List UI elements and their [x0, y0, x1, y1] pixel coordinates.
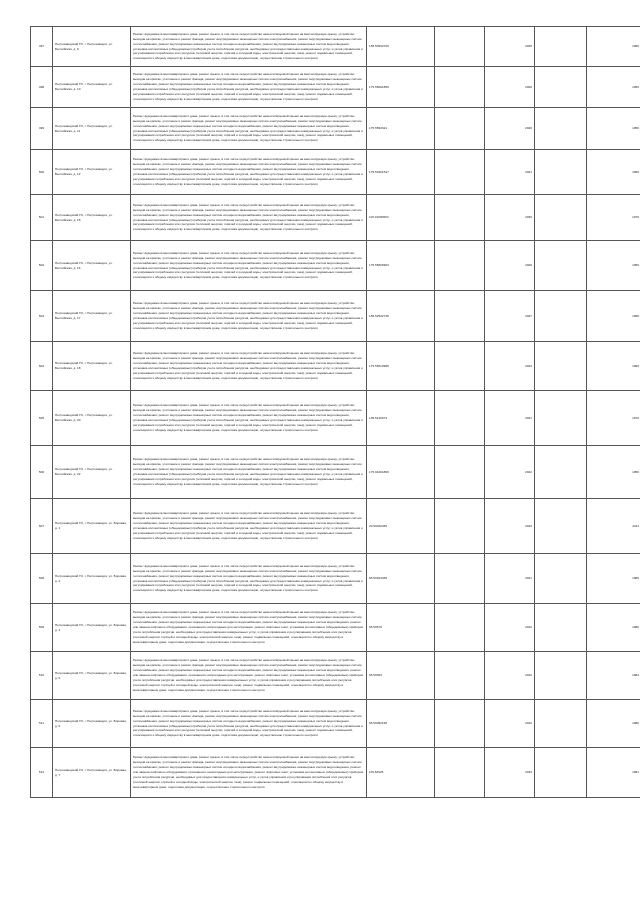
empty-cell — [435, 604, 485, 652]
total-area: 95.50303 — [367, 652, 435, 700]
empty-cell — [435, 499, 485, 554]
repair-year: 2020 — [485, 108, 535, 150]
repair-year: 2027 — [485, 291, 535, 342]
house-address: Петрозаводский ГО, г. Петрозаводск, ул. Балтийская, д. 16 — [53, 241, 131, 291]
total-area: 175.55601856 — [367, 67, 435, 108]
empty-cell — [435, 27, 485, 67]
empty-cell — [535, 499, 587, 554]
total-area: 175.55510985 — [367, 342, 435, 391]
empty-cell — [435, 67, 485, 108]
empty-cell — [435, 554, 485, 604]
build-year: 1970 — [587, 391, 640, 446]
table-row — [31, 241, 640, 291]
house-address: Петрозаводский ГО, г. Петрозаводск, ул. Балтийская, д. 10 — [53, 67, 131, 108]
table-row — [31, 342, 640, 391]
house-address: Петрозаводский ГО, г. Петрозаводск, ул. Боровая, д. 3 — [53, 604, 131, 652]
empty-cell — [535, 108, 587, 150]
repair-year: 2034 — [485, 748, 535, 798]
empty-cell — [435, 342, 485, 391]
house-address: Петрозаводский ГО, г. Петрозаводск, ул. Балтийская, д. 12 — [53, 150, 131, 195]
capital-repair-table — [30, 26, 640, 798]
build-year: 1956 — [587, 108, 640, 150]
total-area: 155.52532736 — [367, 291, 435, 342]
repair-year: 2043 — [485, 499, 535, 554]
table-row — [31, 499, 640, 554]
empty-cell — [535, 604, 587, 652]
row-number: 505 — [31, 391, 53, 446]
repair-works: Ремонт фундамента многоквартирного дома, ремонт крыши, в том числе переустройство невентилируемой крыши на вентилируемую крышу, устройство выходов на кровлю, утепление и ремонт фасада, ремонт внутридомовых инженерных систем электроснабжения, ремонт внутридомовых инженерных систем теплоснабжения, ремонт внутридомовых инженерных систем холодного водоснабжения, ремонт внутридомовых инженерных систем водоотведения, ремонт или замена лифтового оборудования, признанного непригодным для эксплуатации, ремонт лифтовых шахт, установка коллективных (общедомовых) приборов учета потребления ресурсов, необходимых для предоставления коммунальных услуг, и узлов управления и регулирования потребления этих ресурсов (тепловой энергии, горячей и холодной воды, электрической энергии, газа), ремонт подвальных помещений, относящихся к общему имуществу в многоквартирном доме, подготовка документации, осуществление строительного контроля — [131, 748, 367, 798]
row-number: 511 — [31, 700, 53, 748]
row-number: 508 — [31, 554, 53, 604]
table-row — [31, 700, 640, 748]
empty-cell — [535, 150, 587, 195]
total-area: 175.54901547 — [367, 150, 435, 195]
row-number: 501 — [31, 195, 53, 241]
build-year: 1984 — [587, 652, 640, 700]
table-row — [31, 27, 640, 67]
house-address: Петрозаводский ГО, г. Петрозаводск, ул. Боровая, д. 7 — [53, 748, 131, 798]
table-row — [31, 554, 640, 604]
row-number: 504 — [31, 342, 53, 391]
total-area: 95.50464365 — [367, 554, 435, 604]
empty-cell — [435, 391, 485, 446]
total-area: 115.52025 — [367, 748, 435, 798]
repair-works: Ремонт фундамента многоквартирного дома, ремонт крыши, в том числе переустройство невентилируемой крыши на вентилируемую крышу, устройство выходов на кровлю, утепление и ремонт фасада, ремонт внутридомовых инженерных систем электроснабжения, ремонт внутридомовых инженерных систем теплоснабжения, ремонт внутридомовых инженерных систем холодного водоснабжения, ремонт внутридомовых инженерных систем водоотведения, установка коллективных (общедомовых) приборов учета потребления ресурсов, необходимых для предоставления коммунальных услуг, и узлов управления и регулирования потребления этих ресурсов (тепловой энергии, горячей и холодной воды, электрической энергии, газа), ремонт подвальных помещений, относящихся к общему имуществу в многоквартирном доме, подготовка документации, осуществление строительного контроля — [131, 27, 367, 67]
table-row — [31, 291, 640, 342]
total-area: 20.50042465 — [367, 499, 435, 554]
house-address: Петрозаводский ГО, г. Петрозаводск, ул. Балтийская, д. 22 — [53, 446, 131, 499]
repair-works: Ремонт фундамента многоквартирного дома, ремонт крыши, в том числе переустройство невентилируемой крыши на вентилируемую крышу, устройство выходов на кровлю, утепление и ремонт фасада, ремонт внутридомовых инженерных систем электроснабжения, ремонт внутридомовых инженерных систем теплоснабжения, ремонт внутридомовых инженерных систем холодного водоснабжения, ремонт внутридомовых инженерных систем водоотведения, установка коллективных (общедомовых) приборов учета потребления ресурсов, необходимых для предоставления коммунальных услуг, и узлов управления и регулирования потребления этих ресурсов (тепловой энергии, горячей и холодной воды, электрической энергии, газа), ремонт подвальных помещений, относящихся к общему имуществу в многоквартирном доме, подготовка документации, осуществление строительного контроля — [131, 700, 367, 748]
total-area: 115.01690563 — [367, 195, 435, 241]
empty-cell — [535, 700, 587, 748]
house-address: Петрозаводский ГО, г. Петрозаводск, ул. Балтийская, д. 9 — [53, 27, 131, 67]
empty-cell — [535, 67, 587, 108]
repair-works: Ремонт фундамента многоквартирного дома, ремонт крыши, в том числе переустройство невентилируемой крыши на вентилируемую крышу, устройство выходов на кровлю, утепление и ремонт фасада, ремонт внутридомовых инженерных систем электроснабжения, ремонт внутридомовых инженерных систем теплоснабжения, ремонт внутридомовых инженерных систем холодного водоснабжения, ремонт внутридомовых инженерных систем водоотведения, установка коллективных (общедомовых) приборов учета потребления ресурсов, необходимых для предоставления коммунальных услуг, и узлов управления и регулирования потребления этих ресурсов (тепловой энергии, горячей и холодной воды, электрической энергии, газа), ремонт подвальных помещений, относящихся к общему имуществу в многоквартирном доме, подготовка документации, осуществление строительного контроля — [131, 108, 367, 150]
house-address: Петрозаводский ГО, г. Петрозаводск, ул. Балтийская, д. 17 — [53, 291, 131, 342]
empty-cell — [435, 748, 485, 798]
repair-year: 2023 — [485, 342, 535, 391]
build-year: 1985 — [587, 554, 640, 604]
repair-works: Ремонт фундамента многоквартирного дома, ремонт крыши, в том числе переустройство невентилируемой крыши на вентилируемую крышу, устройство выходов на кровлю, утепление и ремонт фасада, ремонт внутридомовых инженерных систем электроснабжения, ремонт внутридомовых инженерных систем теплоснабжения, ремонт внутридомовых инженерных систем холодного водоснабжения, ремонт внутридомовых инженерных систем водоотведения, установка коллективных (общедомовых) приборов учета потребления ресурсов, необходимых для предоставления коммунальных услуг, и узлов управления и регулирования потребления этих ресурсов (тепловой энергии, горячей и холодной воды, электрической энергии, газа), ремонт подвальных помещений, относящихся к общему имуществу в многоквартирном доме, подготовка документации, осуществление строительного контроля — [131, 554, 367, 604]
empty-cell — [435, 446, 485, 499]
empty-cell — [435, 700, 485, 748]
repair-year: 2031 — [485, 391, 535, 446]
repair-year: 2020 — [485, 241, 535, 291]
empty-cell — [535, 27, 587, 67]
repair-works: Ремонт фундамента многоквартирного дома, ремонт крыши, в том числе переустройство невентилируемой крыши на вентилируемую крышу, устройство выходов на кровлю, утепление и ремонт фасада, ремонт внутридомовых инженерных систем электроснабжения, ремонт внутридомовых инженерных систем теплоснабжения, ремонт внутридомовых инженерных систем холодного водоснабжения, ремонт внутридомовых инженерных систем водоотведения, установка коллективных (общедомовых) приборов учета потребления ресурсов, необходимых для предоставления коммунальных услуг, и узлов управления и регулирования потребления этих ресурсов (тепловой энергии, горячей и холодной воды, электрической энергии, газа), ремонт подвальных помещений, относящихся к общему имуществу в многоквартирном доме, подготовка документации, осуществление строительного контроля — [131, 241, 367, 291]
empty-cell — [435, 108, 485, 150]
build-year: 1956 — [587, 241, 640, 291]
build-year: 1986 — [587, 700, 640, 748]
repair-works: Ремонт фундамента многоквартирного дома, ремонт крыши, в том числе переустройство невентилируемой крыши на вентилируемую крышу, устройство выходов на кровлю, утепление и ремонт фасада, ремонт внутридомовых инженерных систем электроснабжения, ремонт внутридомовых инженерных систем теплоснабжения, ремонт внутридомовых инженерных систем холодного водоснабжения, ремонт внутридомовых инженерных систем водоотведения, установка коллективных (общедомовых) приборов учета потребления ресурсов, необходимых для предоставления коммунальных услуг, и узлов управления и регулирования потребления этих ресурсов (тепловой энергии, горячей и холодной воды, электрической энергии, газа), ремонт подвальных помещений, относящихся к общему имуществу в многоквартирном доме, подготовка документации, осуществление строительного контроля — [131, 342, 367, 391]
house-address: Петрозаводский ГО, г. Петрозаводск, ул. Балтийская, д. 20 — [53, 391, 131, 446]
total-area: 175.94401866 — [367, 446, 435, 499]
repair-year: 2036 — [485, 195, 535, 241]
repair-year: 2022 — [485, 446, 535, 499]
row-number: 509 — [31, 604, 53, 652]
total-area: 175.55609963 — [367, 241, 435, 291]
repair-works: Ремонт фундамента многоквартирного дома, ремонт крыши, в том числе переустройство невентилируемой крыши на вентилируемую крышу, устройство выходов на кровлю, утепление и ремонт фасада, ремонт внутридомовых инженерных систем электроснабжения, ремонт внутридомовых инженерных систем теплоснабжения, ремонт внутридомовых инженерных систем холодного водоснабжения, ремонт внутридомовых инженерных систем водоотведения, установка коллективных (общедомовых) приборов учета потребления ресурсов, необходимых для предоставления коммунальных услуг, и узлов управления и регулирования потребления этих ресурсов (тепловой энергии, горячей и холодной воды, электрической энергии, газа), ремонт подвальных помещений, относящихся к общему имуществу в многоквартирном доме, подготовка документации, осуществление строительного контроля — [131, 391, 367, 446]
build-year: 1956 — [587, 67, 640, 108]
table-row — [31, 108, 640, 150]
repair-works: Ремонт фундамента многоквартирного дома, ремонт крыши, в том числе переустройство невентилируемой крыши на вентилируемую крышу, устройство выходов на кровлю, утепление и ремонт фасада, ремонт внутридомовых инженерных систем электроснабжения, ремонт внутридомовых инженерных систем теплоснабжения, ремонт внутридомовых инженерных систем холодного водоснабжения, ремонт внутридомовых инженерных систем водоотведения, установка коллективных (общедомовых) приборов учета потребления ресурсов, необходимых для предоставления коммунальных услуг, и узлов управления и регулирования потребления этих ресурсов (тепловой энергии, горячей и холодной воды, электрической энергии, газа), ремонт подвальных помещений, относящихся к общему имуществу в многоквартирном доме, подготовка документации, осуществление строительного контроля — [131, 291, 367, 342]
row-number: 503 — [31, 291, 53, 342]
repair-year: 2041 — [485, 554, 535, 604]
build-year: 1956 — [587, 150, 640, 195]
repair-year: 2021 — [485, 150, 535, 195]
row-number: 499 — [31, 108, 53, 150]
table-body — [31, 27, 640, 798]
build-year: 1959 — [587, 342, 640, 391]
empty-cell — [535, 652, 587, 700]
empty-cell — [535, 195, 587, 241]
empty-cell — [435, 652, 485, 700]
build-year: 1956 — [587, 27, 640, 67]
house-address: Петрозаводский ГО, г. Петрозаводск, ул. Боровая, д. 5 — [53, 652, 131, 700]
repair-works: Ремонт фундамента многоквартирного дома, ремонт крыши, в том числе переустройство невентилируемой крыши на вентилируемую крышу, устройство выходов на кровлю, утепление и ремонт фасада, ремонт внутридомовых инженерных систем электроснабжения, ремонт внутридомовых инженерных систем теплоснабжения, ремонт внутридомовых инженерных систем холодного водоснабжения, ремонт внутридомовых инженерных систем водоотведения, установка коллективных (общедомовых) приборов учета потребления ресурсов, необходимых для предоставления коммунальных услуг, и узлов управления и регулирования потребления этих ресурсов (тепловой энергии, горячей и холодной воды, электрической энергии, газа), ремонт подвальных помещений, относящихся к общему имуществу в многоквартирном доме, подготовка документации, осуществление строительного контроля — [131, 150, 367, 195]
repair-works: Ремонт фундамента многоквартирного дома, ремонт крыши, в том числе переустройство невентилируемой крыши на вентилируемую крышу, устройство выходов на кровлю, утепление и ремонт фасада, ремонт внутридомовых инженерных систем электроснабжения, ремонт внутридомовых инженерных систем теплоснабжения, ремонт внутридомовых инженерных систем холодного водоснабжения, ремонт внутридомовых инженерных систем водоотведения, установка коллективных (общедомовых) приборов учета потребления ресурсов, необходимых для предоставления коммунальных услуг, и узлов управления и регулирования потребления этих ресурсов (тепловой энергии, горячей и холодной воды, электрической энергии, газа), ремонт подвальных помещений, относящихся к общему имуществу в многоквартирном доме, подготовка документации, осуществление строительного контроля — [131, 195, 367, 241]
repair-year: 2042 — [485, 652, 535, 700]
empty-cell — [435, 195, 485, 241]
repair-year: 2035 — [485, 27, 535, 67]
build-year: 2011 — [587, 499, 640, 554]
repair-year: 2020 — [485, 67, 535, 108]
row-number: 500 — [31, 150, 53, 195]
house-address: Петрозаводский ГО, г. Петрозаводск, ул. Балтийская, д. 18 — [53, 342, 131, 391]
row-number: 507 — [31, 499, 53, 554]
empty-cell — [535, 241, 587, 291]
table-row — [31, 604, 640, 652]
house-address: Петрозаводский ГО, г. Петрозаводск, ул. Балтийская, д. 11 — [53, 108, 131, 150]
house-address: Петрозаводский ГО, г. Петрозаводск, ул. Боровая, д. 2 — [53, 554, 131, 604]
row-number: 506 — [31, 446, 53, 499]
total-area: 135.5219073 — [367, 391, 435, 446]
table-row — [31, 195, 640, 241]
empty-cell — [535, 342, 587, 391]
table-row — [31, 748, 640, 798]
empty-cell — [535, 291, 587, 342]
build-year: 1980 — [587, 604, 640, 652]
table-row — [31, 150, 640, 195]
total-area: 155.50932706 — [367, 27, 435, 67]
table-row — [31, 446, 640, 499]
row-number: 502 — [31, 241, 53, 291]
house-address: Петрозаводский ГО, г. Петрозаводск, ул. Боровая, д. 6 — [53, 700, 131, 748]
build-year: 1956 — [587, 446, 640, 499]
build-year: 1981 — [587, 748, 640, 798]
total-area: 95.50052156 — [367, 700, 435, 748]
empty-cell — [435, 241, 485, 291]
table-row — [31, 391, 640, 446]
empty-cell — [435, 291, 485, 342]
table-row — [31, 67, 640, 108]
repair-works: Ремонт фундамента многоквартирного дома, ремонт крыши, в том числе переустройство невентилируемой крыши на вентилируемую крышу, устройство выходов на кровлю, утепление и ремонт фасада, ремонт внутридомовых инженерных систем электроснабжения, ремонт внутридомовых инженерных систем теплоснабжения, ремонт внутридомовых инженерных систем холодного водоснабжения, ремонт внутридомовых инженерных систем водоотведения, установка коллективных (общедомовых) приборов учета потребления ресурсов, необходимых для предоставления коммунальных услуг, и узлов управления и регулирования потребления этих ресурсов (тепловой энергии, горячей и холодной воды, электрической энергии, газа), ремонт подвальных помещений, относящихся к общему имуществу в многоквартирном доме, подготовка документации, осуществление строительного контроля — [131, 499, 367, 554]
empty-cell — [535, 391, 587, 446]
repair-works: Ремонт фундамента многоквартирного дома, ремонт крыши, в том числе переустройство невентилируемой крыши на вентилируемую крышу, устройство выходов на кровлю, утепление и ремонт фасада, ремонт внутридомовых инженерных систем электроснабжения, ремонт внутридомовых инженерных систем теплоснабжения, ремонт внутридомовых инженерных систем холодного водоснабжения, ремонт внутридомовых инженерных систем водоотведения, ремонт или замена лифтового оборудования, признанного непригодным для эксплуатации, ремонт лифтовых шахт, установка коллективных (общедомовых) приборов учета потребления ресурсов, необходимых для предоставления коммунальных услуг, и узлов управления и регулирования потребления этих ресурсов (тепловой энергии, горячей и холодной воды, электрической энергии, газа), ремонт подвальных помещений, относящихся к общему имуществу в многоквартирном доме, подготовка документации, осуществление строительного контроля — [131, 604, 367, 652]
empty-cell — [435, 150, 485, 195]
house-address: Петрозаводский ГО, г. Петрозаводск, ул. Боровая, д. 1 — [53, 499, 131, 554]
build-year: 1958 — [587, 291, 640, 342]
row-number: 512 — [31, 748, 53, 798]
total-area: 175.5593321 — [367, 108, 435, 150]
empty-cell — [535, 446, 587, 499]
build-year: 1970 — [587, 195, 640, 241]
table-row — [31, 652, 640, 700]
house-address: Петрозаводский ГО, г. Петрозаводск, ул. Балтийская, д. 15 — [53, 195, 131, 241]
row-number: 498 — [31, 67, 53, 108]
empty-cell — [535, 554, 587, 604]
row-number: 510 — [31, 652, 53, 700]
repair-works: Ремонт фундамента многоквартирного дома, ремонт крыши, в том числе переустройство невентилируемой крыши на вентилируемую крышу, устройство выходов на кровлю, утепление и ремонт фасада, ремонт внутридомовых инженерных систем электроснабжения, ремонт внутридомовых инженерных систем теплоснабжения, ремонт внутридомовых инженерных систем холодного водоснабжения, ремонт внутридомовых инженерных систем водоотведения, ремонт или замена лифтового оборудования, признанного непригодным для эксплуатации, ремонт лифтовых шахт, установка коллективных (общедомовых) приборов учета потребления ресурсов, необходимых для предоставления коммунальных услуг, и узлов управления и регулирования потребления этих ресурсов (тепловой энергии, горячей и холодной воды, электрической энергии, газа), ремонт подвальных помещений, относящихся к общему имуществу в многоквартирном доме, подготовка документации, осуществление строительного контроля — [131, 652, 367, 700]
repair-works: Ремонт фундамента многоквартирного дома, ремонт крыши, в том числе переустройство невентилируемой крыши на вентилируемую крышу, устройство выходов на кровлю, утепление и ремонт фасада, ремонт внутридомовых инженерных систем электроснабжения, ремонт внутридомовых инженерных систем теплоснабжения, ремонт внутридомовых инженерных систем холодного водоснабжения, ремонт внутридомовых инженерных систем водоотведения, установка коллективных (общедомовых) приборов учета потребления ресурсов, необходимых для предоставления коммунальных услуг, и узлов управления и регулирования потребления этих ресурсов (тепловой энергии, горячей и холодной воды, электрической энергии, газа), ремонт подвальных помещений, относящихся к общему имуществу в многоквартирном доме, подготовка документации, осуществление строительного контроля — [131, 446, 367, 499]
repair-year: 2042 — [485, 700, 535, 748]
document-sheet — [30, 26, 639, 798]
repair-year: 2042 — [485, 604, 535, 652]
row-number: 497 — [31, 27, 53, 67]
total-area: 95.50576 — [367, 604, 435, 652]
repair-works: Ремонт фундамента многоквартирного дома, ремонт крыши, в том числе переустройство невентилируемой крыши на вентилируемую крышу, устройство выходов на кровлю, утепление и ремонт фасада, ремонт внутридомовых инженерных систем электроснабжения, ремонт внутридомовых инженерных систем теплоснабжения, ремонт внутридомовых инженерных систем холодного водоснабжения, ремонт внутридомовых инженерных систем водоотведения, установка коллективных (общедомовых) приборов учета потребления ресурсов, необходимых для предоставления коммунальных услуг, и узлов управления и регулирования потребления этих ресурсов (тепловой энергии, горячей и холодной воды, электрической энергии, газа), ремонт подвальных помещений, относящихся к общему имуществу в многоквартирном доме, подготовка документации, осуществление строительного контроля — [131, 67, 367, 108]
empty-cell — [535, 748, 587, 798]
